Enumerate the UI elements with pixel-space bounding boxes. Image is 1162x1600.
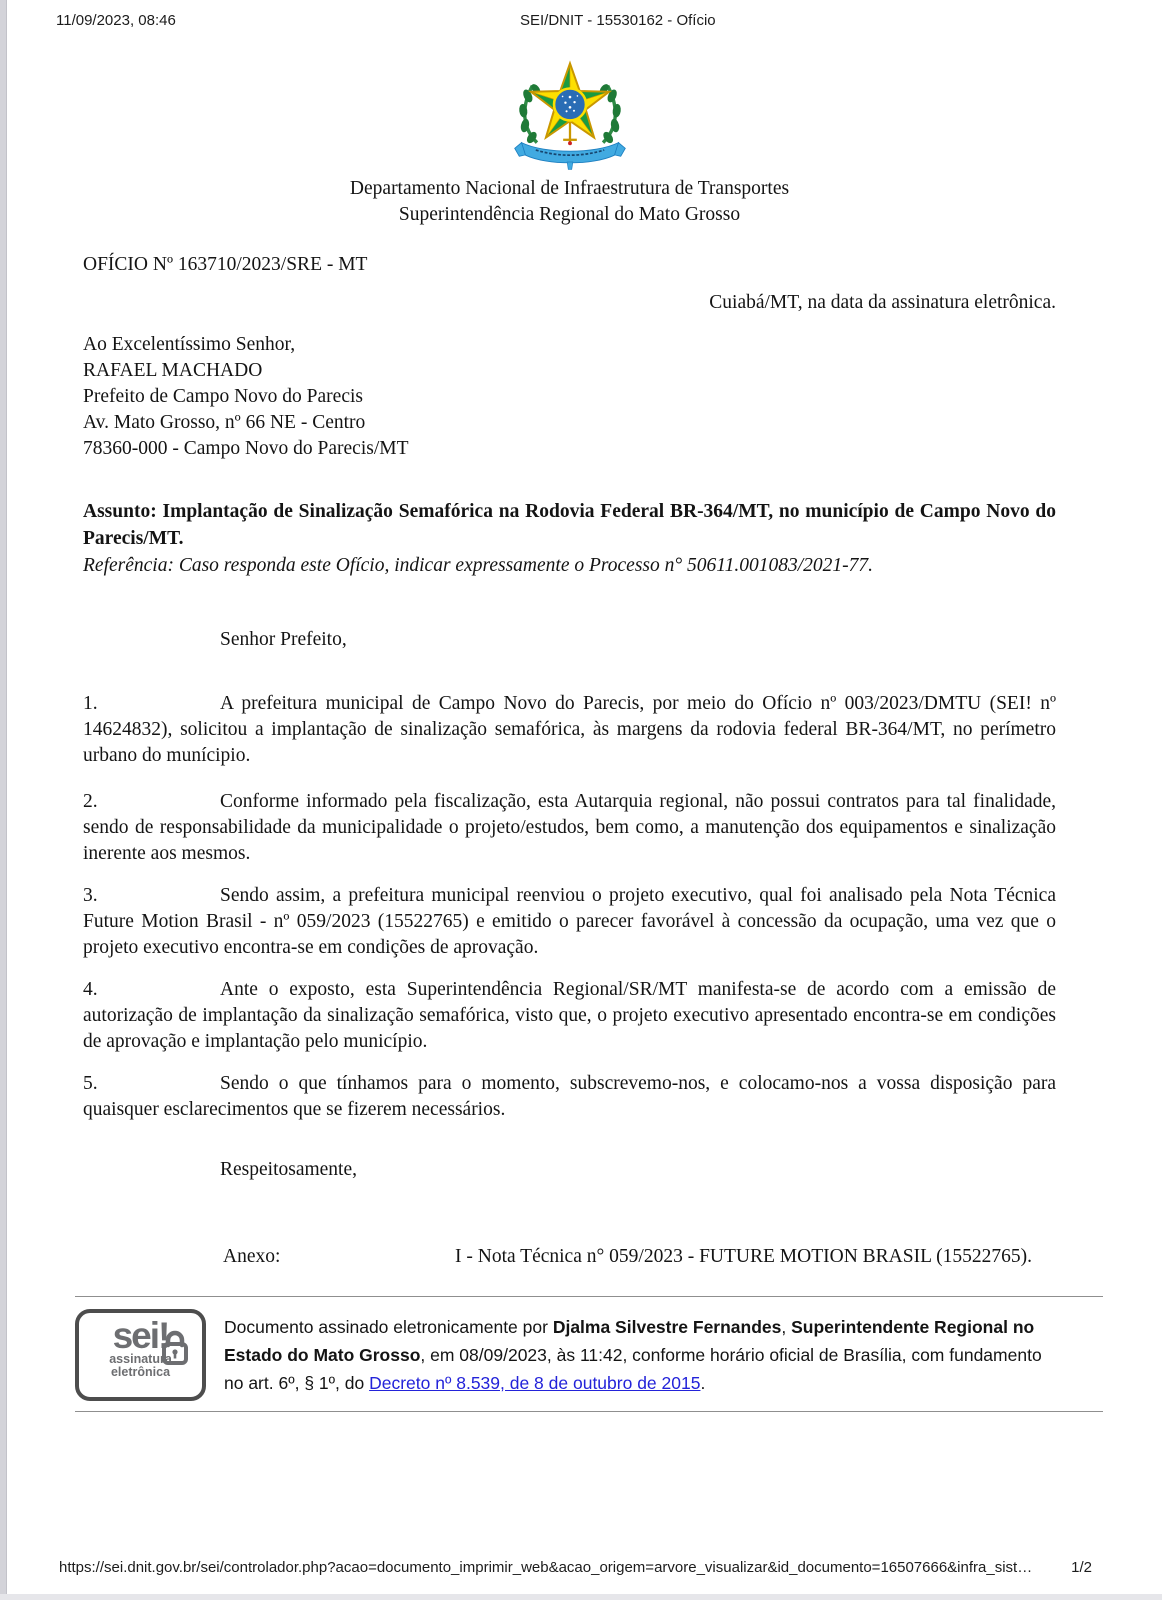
- salutation: Senhor Prefeito,: [220, 629, 347, 650]
- sei-logo: sei!: [112, 1315, 169, 1356]
- print-datetime: 11/09/2023, 08:46: [56, 12, 176, 29]
- place-date-line: Cuiabá/MT, na data da assinatura eletrônica.: [709, 292, 1056, 313]
- document-body: [83, 34, 1056, 1412]
- paragraph-3: [83, 883, 1056, 961]
- signature-prefix: Documento assinado eletronicamente por: [224, 1317, 553, 1337]
- paragraph-number: 4.: [83, 979, 98, 1000]
- page-edge-bottom: [0, 1594, 1162, 1600]
- coat-of-arms-brazil: [83, 56, 1056, 172]
- sei-sub-line1: assinatura: [109, 1352, 172, 1366]
- paragraph-number: 3.: [83, 885, 98, 906]
- signature-separator: ,: [781, 1317, 792, 1337]
- paragraph-1: [83, 691, 1056, 769]
- org-name-line2: Superintendência Regional do Mato Grosso: [398, 204, 741, 225]
- paragraph-text: Sendo o que tínhamos para o momento, subscrevemo-nos, e colocamo-nos a vossa disposição para quaisquer esclarecimentos que se fizerem necessários.: [83, 1073, 1056, 1120]
- signature-divider-bottom: [75, 1411, 1103, 1412]
- coat-of-arms-icon: [513, 56, 627, 170]
- recipient-line: Prefeito de Campo Novo do Parecis: [83, 386, 363, 407]
- annex-label: Anexo:: [223, 1246, 281, 1267]
- padlock-icon: [160, 1329, 190, 1372]
- recipient-line: Ao Excelentíssimo Senhor,: [83, 334, 296, 355]
- subject-line: [83, 498, 1056, 552]
- page-edge-left: [0, 0, 7, 1600]
- sei-sub-line2: eletrônica: [110, 1365, 171, 1379]
- paragraph-2: [83, 789, 1056, 867]
- signature-divider-top: [75, 1296, 1103, 1297]
- paragraph-4: [83, 977, 1056, 1055]
- oficio-number: OFÍCIO Nº 163710/2023/SRE - MT: [83, 254, 368, 275]
- recipient-line: RAFAEL MACHADO: [83, 360, 263, 381]
- signer-role: Superintendente Regional no Estado do Mato Grosso: [224, 1317, 1035, 1365]
- paragraph-text: A prefeitura municipal de Campo Novo do Parecis, por meio do Ofício nº 003/2023/DMTU (SEI! nº 14624832), solicitou a implantação de sinalização semafórica, às margens da rodovia federal BR-364/MT, no perímetro urbano do munícipio.: [83, 693, 1056, 766]
- closing-line: Respeitosamente,: [220, 1159, 358, 1180]
- decree-link[interactable]: Decreto nº 8.539, de 8 de outubro de 2015: [369, 1373, 701, 1393]
- signature-block: [83, 1309, 1056, 1401]
- subject-label: Assunto: [83, 501, 151, 522]
- print-doc-reference: SEI/DNIT - 15530162 - Ofício: [520, 12, 716, 29]
- paragraph-number: 2.: [83, 791, 98, 812]
- annex-text: I - Nota Técnica n° 059/2023 - FUTURE MOTION BRASIL (15522765).: [455, 1246, 1033, 1267]
- footer-url: https://sei.dnit.gov.br/sei/controlador.php?acao=documento_imprimir_web&acao_origem=arvore_visualizar&id_documento=16507666&infra_sist…: [59, 1559, 1033, 1576]
- recipient-block: [83, 332, 1056, 462]
- print-header: [0, 12, 1162, 34]
- recipient-line: Av. Mato Grosso, nº 66 NE - Centro: [83, 412, 366, 433]
- signature-middle: , em 08/09/2023, às 11:42, conforme horário oficial de Brasília, com fundamento no art. 6º, § 1º, do: [224, 1345, 1042, 1393]
- annex-block: [83, 1243, 1056, 1270]
- signature-suffix: .: [700, 1373, 706, 1393]
- recipient-line: 78360-000 - Campo Novo do Parecis/MT: [83, 438, 409, 459]
- page-indicator: 1/2: [1071, 1559, 1092, 1576]
- paragraph-number: 1.: [83, 693, 98, 714]
- subject-text: : Implantação de Sinalização Semafórica na Rodovia Federal BR-364/MT, no município de Campo Novo do Parecis/MT.: [83, 501, 1056, 549]
- paragraph-text: Sendo assim, a prefeitura municipal reenviou o projeto executivo, qual foi analisado pela Nota Técnica Future Motion Brasil - nº 059/2023 (15522765) e emitido o parecer favorável à concessão da ocupação, uma vez que o projeto executivo encontra-se em condições de aprovação.: [83, 885, 1056, 958]
- sei-stamp: [75, 1309, 206, 1401]
- paragraph-5: [83, 1071, 1056, 1123]
- paragraph-number: 5.: [83, 1073, 98, 1094]
- paragraph-text: Conforme informado pela fiscalização, esta Autarquia regional, não possui contratos para tal finalidade, sendo de responsabilidade da municipalidade o projeto/estudos, bem como, a manutenção dos equipamentos e sinalização inerente aos mesmos.: [83, 791, 1056, 864]
- signature-text: [224, 1313, 1056, 1397]
- org-name-line1: Departamento Nacional de Infraestrutura de Transportes: [349, 178, 790, 199]
- paragraph-text: Ante o exposto, esta Superintendência Regional/SR/MT manifesta-se de acordo com a emissão de autorização de implantação da sinalização semafórica, visto que, o projeto executivo apresentado encontra-se em condições de aprovação e implantação pelo município.: [83, 979, 1056, 1052]
- signer-name: Djalma Silvestre Fernandes: [552, 1317, 782, 1337]
- reference-line: Referência: Caso responda este Ofício, indicar expressamente o Processo n° 50611.001083/2021-77.: [83, 555, 874, 576]
